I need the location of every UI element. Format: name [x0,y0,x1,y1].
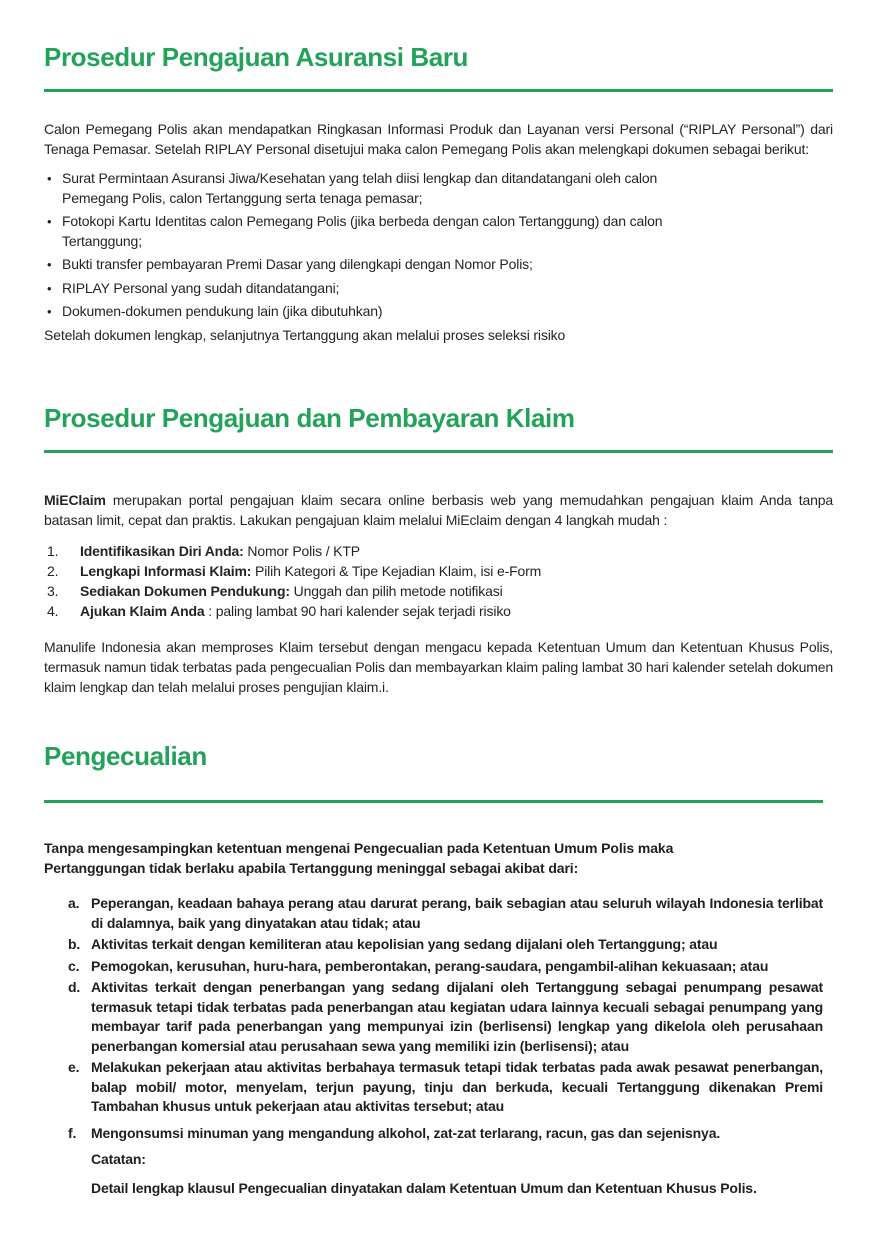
step-text [80,582,503,601]
exclusion-item-text: Mengonsumsi minuman yang mengandung alkohol, zat-zat terlarang, racun, gas dan sejenisnya. [91,1124,721,1141]
step-label: Ajukan Klaim Anda [80,603,205,619]
step-text [80,542,360,561]
exclusion-item [44,894,823,933]
bullet-text: Dokumen-dokumen pendukung lain (jika dibutuhkan) [62,303,383,319]
exclusion-item [44,1124,823,1144]
claim-step [44,582,833,601]
exclusion-intro: Tanpa mengesampingkan ketentuan mengenai Pengecualian pada Ketentuan Umum Polis maka Pertanggungan tidak berlaku apabila Tertanggung meninggal sebagai akibat dari: [44,840,674,876]
document-bullet-list [44,169,704,322]
exclusion-item [44,978,823,1056]
step-number: 4. [47,603,59,619]
step-label: Identifikasikan Diri Anda: [80,543,244,559]
section-new-policy [44,42,833,345]
step-rest: Unggah dan pilih metode notifikasi [289,583,503,599]
step-number: 1. [47,543,59,559]
bullet-icon: • [47,171,52,186]
bullet-text: Bukti transfer pembayaran Premi Dasar yang dilengkapi dengan Nomor Polis; [62,256,533,272]
bullet-text: RIPLAY Personal yang sudah ditandatangani; [62,279,340,296]
claim-intro [44,491,833,530]
exclusion-item-letter: a. [68,895,80,911]
section-title-claim: Prosedur Pengajuan dan Pembayaran Klaim [44,403,575,433]
bullet-item [44,212,704,251]
step-label: Lengkapi Informasi Klaim: [80,563,252,579]
step-rest: : paling lambat 90 hari kalender sejak terjadi risiko [204,603,511,619]
section-exclusion [44,741,833,1198]
exclusion-item [44,957,823,977]
exclusion-item-text: Melakukan pekerjaan atau aktivitas berbahaya termasuk tetapi tidak terbatas pada awak pesawat penerbangan, balap mobil/ motor, menyelam, terjun payung, tinju dan berkuda, kecuali Tertanggung dikenakan Premi Tambahan khusus untuk pekerjaan atau aktivitas tersebut; atau [91,1059,823,1114]
claim-step [44,562,833,581]
bullet-text: Surat Permintaan Asuransi Jiwa/Kesehatan yang telah diisi lengkap dan ditandatangani oleh calon Pemegang Polis, calon Tertanggung serta tenaga pemasar; [62,170,658,206]
step-rest: Pilih Kategori & Tipe Kejadian Klaim, isi e-Form [251,563,542,579]
claim-step [44,602,833,621]
exclusion-item [44,1058,823,1117]
step-text [80,562,541,581]
bullet-item [44,279,704,299]
bullet-icon: • [47,214,52,229]
claim-intro-rest: merupakan portal pengajuan klaim secara online berbasis web yang memudahkan pengajuan klaim Anda tanpa batasan limit, cepat dan praktis. Lakukan pengajuan klaim melalui MiEclaim dengan 4 langkah mudah : [44,492,833,528]
exclusion-item-letter: e. [68,1059,80,1075]
bullet-icon: • [47,280,52,296]
claim-step-list [44,542,833,621]
note-text: Detail lengkap klausul Pengecualian dinyatakan dalam Ketentuan Umum dan Ketentuan Khusus Polis. [91,1179,757,1196]
step-number: 2. [47,563,59,579]
exclusion-item-letter: b. [68,936,81,952]
section-claim [44,403,833,697]
new-policy-closing: Setelah dokumen lengkap, selanjutnya Tertanggung akan melalui proses seleksi risiko [44,326,566,343]
step-label: Sediakan Dokumen Pendukung: [80,583,290,599]
exclusion-list [44,894,823,1143]
exclusion-item-letter: f. [68,1124,77,1141]
new-policy-intro: Calon Pemegang Polis akan mendapatkan Ringkasan Informasi Produk dan Layanan versi Personal (“RIPLAY Personal”) dari Tenaga Pemasar. Setelah RIPLAY Personal disetujui maka calon Pemegang Polis akan melengkapi dokumen sebagai berikut: [44,121,833,157]
bullet-text: Fotokopi Kartu Identitas calon Pemegang Polis (jika berbeda dengan calon Tertanggung) dan calon Tertanggung; [62,213,663,249]
section-divider [44,450,833,453]
section-divider [44,89,833,92]
exclusion-item-letter: d. [68,979,81,995]
section-title-exclusion: Pengecualian [44,741,207,771]
claim-closing: Manulife Indonesia akan memproses Klaim tersebut dengan mengacu kepada Ketentuan Umum dan Ketentuan Khusus Polis, termasuk namun tidak terbatas pada pengecualian Polis dan membayarkan klaim paling lambat 30 hari kalender setelah dokumen klaim lengkap dan telah melalui proses pengujian klaim.i. [44,639,833,695]
bullet-item [44,255,704,275]
exclusion-item-text: Aktivitas terkait dengan penerbangan yang sedang dijalani oleh Tertanggung sebagai penumpang pesawat termasuk tetapi tidak terbatas pada penerbangan atau kegiatan udara lainnya kecuali sebagai penumpang yang membayar tarif pada penerbangan yang mempunyai izin (berlisensi) lengkap yang dikelola oleh perusahaan penerbangan komersial atau perusahaan sewa yang memiliki izin (berlisensi); atau [91,979,823,1054]
step-rest: Nomor Polis / KTP [243,543,360,559]
bullet-item [44,169,704,208]
step-number: 3. [47,583,59,599]
exclusion-item-text: Aktivitas terkait dengan kemiliteran atau kepolisian yang sedang dijalani oleh Tertanggung; atau [91,936,718,952]
bullet-icon: • [47,304,52,319]
claim-intro-bold: MiEClaim [44,492,106,508]
exclusion-item [44,935,823,955]
exclusion-item-text: Peperangan, keadaan bahaya perang atau darurat perang, baik sebagian atau seluruh wilayah Indonesia terlibat di dalamnya, baik yang dinyatakan atau tidak; atau [91,895,823,931]
note-label: Catatan: [91,1151,146,1167]
step-text [80,602,511,621]
exclusion-item-text: Pemogokan, kerusuhan, huru-hara, pemberontakan, perang-saudara, pengambil-alihan kekuasaan; atau [91,957,769,974]
claim-step [44,542,833,561]
bullet-item [44,302,704,322]
bullet-icon: • [47,257,52,272]
exclusion-note [91,1150,823,1198]
section-title-new-policy: Prosedur Pengajuan Asuransi Baru [44,42,469,72]
exclusion-item-letter: c. [68,957,80,974]
section-divider [44,800,823,803]
